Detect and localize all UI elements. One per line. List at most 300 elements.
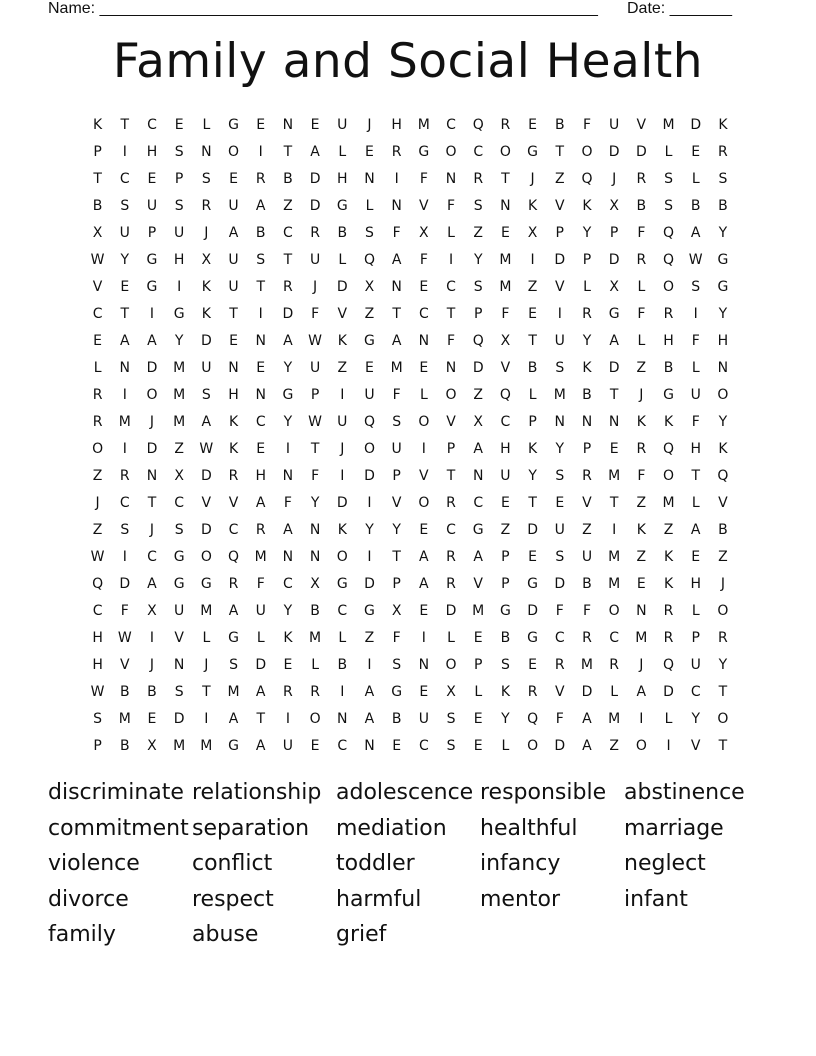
grid-cell[interactable]: O (336, 549, 348, 565)
grid-cell[interactable]: X (500, 333, 511, 349)
grid-cell[interactable]: E (419, 279, 429, 295)
grid-cell[interactable]: V (119, 657, 130, 673)
grid-cell[interactable]: F (311, 306, 320, 322)
grid-cell[interactable]: Y (718, 657, 728, 673)
grid-cell[interactable]: S (500, 657, 510, 673)
grid-cell[interactable]: D (255, 657, 267, 673)
grid-cell[interactable]: L (664, 144, 673, 160)
grid-cell[interactable]: N (364, 171, 375, 187)
grid-cell[interactable]: U (309, 360, 321, 376)
grid-cell[interactable]: N (282, 117, 294, 133)
grid-cell[interactable]: O (663, 468, 675, 484)
grid-cell[interactable]: J (720, 576, 725, 592)
grid-cell[interactable]: D (581, 684, 593, 700)
grid-cell[interactable]: L (338, 144, 347, 160)
grid-cell[interactable]: T (147, 495, 157, 511)
grid-cell[interactable]: L (501, 738, 510, 754)
grid-cell[interactable]: Y (283, 360, 293, 376)
grid-cell[interactable]: E (310, 738, 320, 754)
grid-cell[interactable]: E (528, 306, 538, 322)
grid-cell[interactable]: D (690, 117, 702, 133)
grid-cell[interactable]: R (636, 441, 647, 457)
grid-cell[interactable]: S (392, 414, 402, 430)
grid-cell[interactable]: M (662, 495, 675, 511)
grid-cell[interactable]: X (446, 684, 456, 700)
grid-cell[interactable]: T (256, 711, 265, 727)
grid-cell[interactable]: G (391, 684, 403, 700)
grid-cell[interactable]: M (227, 684, 240, 700)
grid-cell[interactable]: M (173, 387, 186, 403)
grid-cell[interactable]: L (202, 117, 211, 133)
grid-cell[interactable]: U (364, 387, 375, 403)
grid-cell[interactable]: Z (283, 198, 293, 214)
grid-cell[interactable]: F (283, 495, 292, 511)
grid-cell[interactable]: K (337, 522, 347, 538)
grid-cell[interactable]: N (146, 468, 158, 484)
grid-cell[interactable]: U (228, 279, 239, 295)
grid-cell[interactable]: T (310, 441, 320, 457)
grid-cell[interactable]: W (117, 630, 132, 646)
grid-cell[interactable]: E (691, 549, 701, 565)
grid-cell[interactable]: B (718, 198, 728, 214)
grid-cell[interactable]: A (473, 549, 483, 565)
grid-cell[interactable]: T (283, 252, 293, 268)
grid-cell[interactable]: H (500, 441, 511, 457)
grid-cell[interactable]: M (118, 414, 131, 430)
grid-cell[interactable]: Y (718, 225, 728, 241)
grid-cell[interactable]: T (392, 549, 401, 565)
grid-cell[interactable]: U (119, 225, 130, 241)
grid-cell[interactable]: Z (554, 171, 565, 187)
grid-cell[interactable]: C (147, 549, 157, 565)
grid-cell[interactable]: H (92, 630, 103, 646)
grid-cell[interactable]: V (473, 576, 483, 592)
grid-cell[interactable]: Q (499, 387, 511, 403)
grid-cell[interactable]: F (447, 198, 456, 214)
grid-cell[interactable]: B (92, 198, 103, 214)
grid-cell[interactable]: B (283, 171, 293, 187)
grid-cell[interactable]: N (364, 738, 375, 754)
grid-cell[interactable]: N (445, 171, 457, 187)
grid-cell[interactable]: K (582, 198, 592, 214)
grid-cell[interactable]: N (201, 144, 212, 160)
grid-cell[interactable]: S (664, 171, 673, 187)
grid-cell[interactable]: G (146, 252, 158, 268)
grid-cell[interactable]: Y (501, 711, 510, 727)
grid-cell[interactable]: V (201, 495, 212, 511)
grid-cell[interactable]: Y (120, 252, 130, 268)
grid-cell[interactable]: R (119, 468, 130, 484)
grid-cell[interactable]: E (365, 144, 374, 160)
grid-cell[interactable]: B (527, 360, 538, 376)
grid-cell[interactable]: P (392, 576, 401, 592)
grid-cell[interactable]: C (418, 738, 429, 754)
grid-cell[interactable]: V (391, 495, 402, 511)
grid-cell[interactable]: I (557, 306, 562, 322)
grid-cell[interactable]: L (365, 198, 374, 214)
grid-cell[interactable]: N (255, 387, 266, 403)
grid-cell[interactable]: F (637, 468, 646, 484)
grid-cell[interactable]: U (418, 711, 429, 727)
grid-cell[interactable]: C (337, 738, 348, 754)
grid-cell[interactable]: O (499, 144, 511, 160)
grid-cell[interactable]: L (691, 603, 700, 619)
grid-cell[interactable]: E (229, 333, 238, 349)
grid-cell[interactable]: P (582, 252, 592, 268)
grid-cell[interactable]: L (419, 387, 428, 403)
grid-cell[interactable]: I (340, 468, 345, 484)
grid-cell[interactable]: A (391, 252, 402, 268)
grid-cell[interactable]: X (92, 225, 103, 241)
grid-cell[interactable]: I (530, 252, 535, 268)
grid-cell[interactable]: P (473, 657, 483, 673)
grid-cell[interactable]: N (391, 279, 402, 295)
grid-cell[interactable]: O (717, 387, 729, 403)
grid-cell[interactable]: P (555, 225, 564, 241)
grid-cell[interactable]: S (174, 522, 184, 538)
grid-cell[interactable]: F (392, 630, 401, 646)
grid-cell[interactable]: Q (228, 549, 240, 565)
grid-cell[interactable]: B (663, 360, 674, 376)
grid-cell[interactable]: V (554, 279, 565, 295)
grid-cell[interactable]: Q (663, 657, 675, 673)
grid-cell[interactable]: F (256, 576, 265, 592)
grid-cell[interactable]: O (309, 711, 321, 727)
grid-cell[interactable]: L (202, 630, 211, 646)
grid-cell[interactable]: T (120, 306, 130, 322)
grid-cell[interactable]: L (528, 387, 537, 403)
grid-cell[interactable]: O (92, 441, 104, 457)
grid-cell[interactable]: R (255, 522, 266, 538)
grid-cell[interactable]: E (500, 225, 510, 241)
grid-cell[interactable]: A (201, 414, 212, 430)
grid-cell[interactable]: I (367, 549, 372, 565)
grid-cell[interactable]: U (391, 441, 402, 457)
grid-cell[interactable]: S (473, 198, 483, 214)
grid-cell[interactable]: K (663, 549, 674, 565)
grid-cell[interactable]: A (609, 333, 619, 349)
grid-cell[interactable]: P (93, 738, 102, 754)
grid-cell[interactable]: R (609, 657, 620, 673)
grid-cell[interactable]: E (419, 522, 429, 538)
grid-cell[interactable]: L (610, 684, 619, 700)
grid-cell[interactable]: S (664, 198, 673, 214)
grid-cell[interactable]: V (228, 495, 239, 511)
grid-cell[interactable]: P (691, 630, 700, 646)
grid-cell[interactable]: D (146, 441, 158, 457)
grid-cell[interactable]: I (149, 630, 155, 646)
grid-cell[interactable]: Z (473, 387, 484, 403)
grid-cell[interactable]: U (255, 603, 266, 619)
grid-cell[interactable]: B (582, 387, 592, 403)
grid-cell[interactable]: F (419, 252, 428, 268)
grid-cell[interactable]: I (639, 711, 644, 727)
grid-cell[interactable]: K (718, 441, 728, 457)
grid-cell[interactable]: G (336, 198, 348, 214)
grid-cell[interactable]: O (200, 549, 212, 565)
grid-cell[interactable]: K (582, 360, 592, 376)
grid-cell[interactable]: O (445, 657, 457, 673)
grid-cell[interactable]: P (147, 225, 157, 241)
grid-cell[interactable]: A (364, 684, 375, 700)
grid-cell[interactable]: J (530, 171, 535, 187)
grid-cell[interactable]: A (255, 738, 266, 754)
grid-cell[interactable]: K (337, 333, 347, 349)
grid-cell[interactable]: G (200, 576, 212, 592)
grid-cell[interactable]: Z (473, 225, 484, 241)
grid-cell[interactable]: I (421, 630, 426, 646)
grid-cell[interactable]: J (367, 117, 372, 133)
grid-cell[interactable]: M (499, 279, 512, 295)
grid-cell[interactable]: C (473, 144, 484, 160)
grid-cell[interactable]: D (200, 468, 212, 484)
grid-cell[interactable]: J (149, 657, 155, 673)
grid-cell[interactable]: D (309, 198, 321, 214)
grid-cell[interactable]: T (93, 171, 102, 187)
grid-cell[interactable]: Z (636, 549, 647, 565)
grid-cell[interactable]: J (204, 657, 209, 673)
grid-cell[interactable]: V (582, 495, 592, 511)
grid-cell[interactable]: D (554, 252, 566, 268)
grid-cell[interactable]: V (419, 198, 429, 214)
grid-cell[interactable]: D (472, 360, 484, 376)
grid-cell[interactable]: M (173, 738, 186, 754)
grid-cell[interactable]: Y (473, 252, 483, 268)
grid-cell[interactable]: J (149, 414, 155, 430)
grid-cell[interactable]: D (527, 603, 538, 619)
grid-cell[interactable]: E (691, 144, 701, 160)
grid-cell[interactable]: G (146, 279, 158, 295)
grid-cell[interactable]: U (690, 657, 701, 673)
grid-cell[interactable]: A (147, 333, 157, 349)
grid-cell[interactable]: R (446, 495, 456, 511)
grid-cell[interactable]: Z (582, 522, 592, 538)
grid-cell[interactable]: D (608, 360, 620, 376)
grid-cell[interactable]: J (149, 522, 155, 538)
grid-cell[interactable]: V (554, 198, 565, 214)
grid-cell[interactable]: D (527, 522, 538, 538)
grid-cell[interactable]: L (637, 333, 646, 349)
grid-cell[interactable]: K (93, 117, 103, 133)
grid-cell[interactable]: R (554, 657, 565, 673)
grid-cell[interactable]: R (582, 630, 592, 646)
grid-cell[interactable]: X (201, 252, 212, 268)
grid-cell[interactable]: C (446, 522, 456, 538)
grid-cell[interactable]: N (282, 549, 294, 565)
grid-cell[interactable]: I (177, 279, 182, 295)
grid-cell[interactable]: T (718, 738, 728, 754)
grid-cell[interactable]: S (201, 171, 211, 187)
grid-cell[interactable]: C (147, 117, 157, 133)
grid-cell[interactable]: I (612, 522, 617, 538)
grid-cell[interactable]: T (229, 306, 238, 322)
grid-cell[interactable]: U (146, 198, 158, 214)
grid-cell[interactable]: G (418, 144, 430, 160)
grid-cell[interactable]: N (608, 414, 620, 430)
grid-cell[interactable]: S (365, 225, 374, 241)
grid-cell[interactable]: Y (691, 711, 700, 727)
grid-cell[interactable]: S (229, 657, 238, 673)
grid-cell[interactable]: E (473, 630, 483, 646)
grid-cell[interactable]: S (392, 657, 402, 673)
grid-cell[interactable]: N (255, 333, 266, 349)
grid-cell[interactable]: T (691, 468, 700, 484)
grid-cell[interactable]: E (473, 738, 483, 754)
grid-cell[interactable]: X (147, 738, 157, 754)
grid-cell[interactable]: E (419, 603, 429, 619)
grid-cell[interactable]: W (90, 549, 105, 565)
grid-cell[interactable]: A (228, 711, 239, 727)
grid-cell[interactable]: V (690, 738, 701, 754)
grid-cell[interactable]: Y (528, 468, 537, 484)
grid-cell[interactable]: O (527, 738, 539, 754)
grid-cell[interactable]: U (228, 252, 239, 268)
grid-cell[interactable]: L (447, 225, 455, 241)
grid-cell[interactable]: F (120, 603, 129, 619)
grid-cell[interactable]: N (554, 414, 566, 430)
grid-cell[interactable]: S (93, 711, 103, 727)
grid-cell[interactable]: E (229, 171, 238, 187)
grid-cell[interactable]: S (446, 711, 456, 727)
grid-cell[interactable]: G (717, 279, 729, 295)
grid-cell[interactable]: K (228, 414, 239, 430)
grid-cell[interactable]: O (608, 603, 620, 619)
grid-cell[interactable]: A (690, 522, 701, 538)
grid-cell[interactable]: B (718, 522, 728, 538)
grid-cell[interactable]: H (146, 144, 158, 160)
grid-cell[interactable]: X (310, 576, 320, 592)
grid-cell[interactable]: C (446, 279, 456, 295)
grid-cell[interactable]: C (92, 603, 103, 619)
grid-cell[interactable]: D (146, 360, 158, 376)
grid-cell[interactable]: T (555, 144, 565, 160)
grid-cell[interactable]: N (282, 468, 294, 484)
grid-cell[interactable]: R (391, 144, 402, 160)
grid-cell[interactable]: R (663, 306, 674, 322)
grid-cell[interactable]: I (394, 171, 399, 187)
grid-cell[interactable]: B (690, 198, 701, 214)
grid-cell[interactable]: C (119, 495, 130, 511)
grid-cell[interactable]: N (418, 657, 430, 673)
grid-cell[interactable]: X (391, 603, 402, 619)
grid-cell[interactable]: G (527, 144, 539, 160)
grid-cell[interactable]: Q (92, 576, 104, 592)
grid-cell[interactable]: I (340, 387, 345, 403)
grid-cell[interactable]: C (337, 603, 348, 619)
grid-cell[interactable]: K (228, 441, 239, 457)
grid-cell[interactable]: I (340, 684, 345, 700)
grid-cell[interactable]: F (555, 711, 564, 727)
grid-cell[interactable]: O (228, 144, 240, 160)
grid-cell[interactable]: Z (609, 738, 619, 754)
grid-cell[interactable]: M (553, 387, 566, 403)
grid-cell[interactable]: G (228, 738, 239, 754)
grid-cell[interactable]: U (228, 198, 239, 214)
grid-cell[interactable]: O (445, 387, 457, 403)
grid-cell[interactable]: Y (555, 441, 565, 457)
grid-cell[interactable]: R (582, 306, 592, 322)
grid-cell[interactable]: I (421, 441, 426, 457)
grid-cell[interactable]: C (418, 306, 429, 322)
grid-cell[interactable]: C (255, 414, 266, 430)
grid-cell[interactable]: V (718, 495, 728, 511)
grid-cell[interactable]: I (285, 441, 290, 457)
grid-cell[interactable]: L (338, 252, 347, 268)
grid-cell[interactable]: F (582, 603, 591, 619)
grid-cell[interactable]: C (228, 522, 239, 538)
grid-cell[interactable]: Q (581, 171, 593, 187)
grid-cell[interactable]: A (255, 495, 266, 511)
grid-cell[interactable]: U (282, 738, 294, 754)
grid-cell[interactable]: R (446, 549, 456, 565)
grid-cell[interactable]: N (173, 657, 185, 673)
grid-cell[interactable]: C (609, 630, 620, 646)
grid-cell[interactable]: W (199, 441, 214, 457)
grid-cell[interactable]: P (501, 576, 510, 592)
grid-cell[interactable]: B (554, 117, 565, 133)
grid-cell[interactable]: A (582, 711, 592, 727)
grid-cell[interactable]: E (256, 441, 266, 457)
grid-cell[interactable]: B (119, 684, 130, 700)
grid-cell[interactable]: Y (283, 414, 293, 430)
grid-cell[interactable]: B (147, 684, 157, 700)
grid-cell[interactable]: J (612, 171, 617, 187)
grid-cell[interactable]: X (419, 225, 429, 241)
grid-cell[interactable]: S (446, 738, 456, 754)
grid-cell[interactable]: H (337, 171, 348, 187)
grid-cell[interactable]: E (636, 576, 646, 592)
grid-cell[interactable]: I (367, 495, 372, 511)
grid-cell[interactable]: T (120, 117, 130, 133)
grid-cell[interactable]: S (555, 468, 565, 484)
grid-cell[interactable]: E (528, 657, 538, 673)
grid-cell[interactable]: Y (310, 495, 320, 511)
grid-cell[interactable]: U (500, 468, 511, 484)
grid-cell[interactable]: E (174, 117, 184, 133)
grid-cell[interactable]: K (636, 522, 646, 538)
grid-cell[interactable]: M (417, 117, 430, 133)
grid-cell[interactable]: U (174, 603, 185, 619)
grid-cell[interactable]: H (228, 387, 239, 403)
grid-cell[interactable]: U (174, 225, 185, 241)
grid-cell[interactable]: N (309, 522, 321, 538)
grid-cell[interactable]: B (119, 738, 130, 754)
grid-cell[interactable]: A (690, 225, 701, 241)
grid-cell[interactable]: F (419, 171, 428, 187)
grid-cell[interactable]: T (609, 387, 619, 403)
grid-cell[interactable]: A (255, 684, 266, 700)
grid-cell[interactable]: T (528, 333, 537, 349)
grid-cell[interactable]: Z (527, 279, 538, 295)
grid-cell[interactable]: R (92, 414, 103, 430)
grid-cell[interactable]: Z (364, 630, 375, 646)
grid-cell[interactable]: L (474, 684, 483, 700)
grid-cell[interactable]: G (527, 576, 539, 592)
grid-cell[interactable]: E (283, 657, 293, 673)
grid-cell[interactable]: N (472, 468, 484, 484)
grid-cell[interactable]: M (580, 657, 594, 673)
grid-cell[interactable]: D (608, 252, 620, 268)
grid-cell[interactable]: H (663, 333, 674, 349)
grid-cell[interactable]: I (122, 441, 127, 457)
grid-cell[interactable]: X (364, 279, 375, 295)
grid-cell[interactable]: O (418, 414, 430, 430)
grid-cell[interactable]: W (308, 414, 323, 430)
grid-cell[interactable]: Y (718, 306, 728, 322)
grid-cell[interactable]: S (174, 684, 184, 700)
grid-cell[interactable]: P (473, 306, 483, 322)
grid-cell[interactable]: V (636, 117, 647, 133)
